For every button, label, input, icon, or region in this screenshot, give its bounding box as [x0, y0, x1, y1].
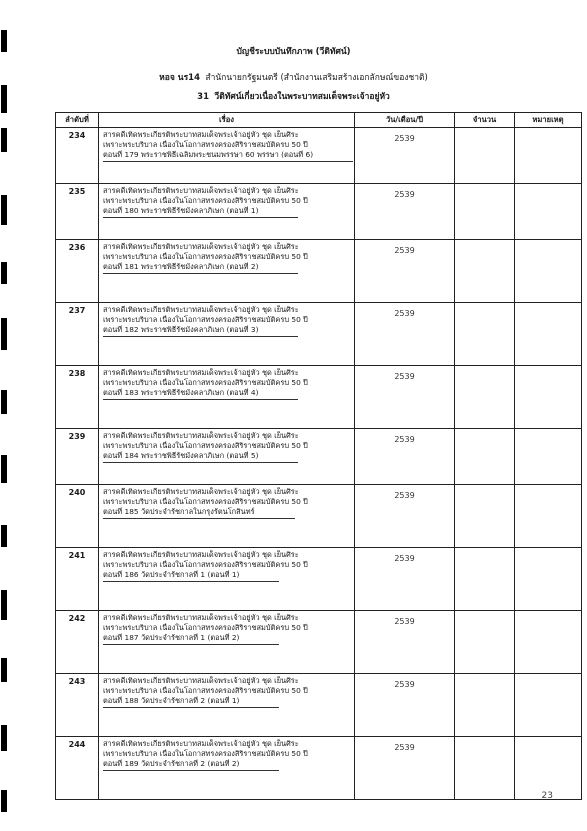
title-line: สารคดีเทิดพระเกียรติพระบาทสมเด็จพระเจ้าอยู่หัว ชุด เย็นศิระ — [103, 613, 299, 622]
table-row — [56, 429, 582, 485]
row-remarks — [515, 674, 582, 737]
scan-edge-mark — [1, 318, 7, 350]
register-table — [55, 112, 582, 800]
row-number: 244 — [56, 737, 99, 800]
title-line: ตอนที่ 189 วัดประจำรัชกาลที่ 2 (ตอนที่ 2) — [103, 759, 279, 770]
title-line: เพราะพระบริบาล เนื่องในโอกาสทรงครองสิริราชสมบัติครบ 50 ปี — [103, 140, 308, 150]
document-title-text: บัญชีระบบบันทึกภาพ (วีดิทัศน์) — [236, 47, 351, 57]
row-remarks — [515, 240, 582, 303]
title-line: สารคดีเทิดพระเกียรติพระบาทสมเด็จพระเจ้าอยู่หัว ชุด เย็นศิระ — [103, 130, 299, 139]
title-line: ตอนที่ 180 พระราชพิธีรัชมังคลาภิเษก (ตอนที่ 1) — [103, 206, 298, 217]
row-date: 2539 — [355, 611, 455, 674]
row-date: 2539 — [355, 737, 455, 800]
row-quantity — [455, 674, 515, 737]
row-date: 2539 — [355, 485, 455, 548]
row-quantity — [455, 303, 515, 366]
title-line: เพราะพระบริบาล เนื่องในโอกาสทรงครองสิริราชสมบัติครบ 50 ปี — [103, 378, 308, 388]
title-line: สารคดีเทิดพระเกียรติพระบาทสมเด็จพระเจ้าอยู่หัว ชุด เย็นศิระ — [103, 186, 299, 195]
row-remarks — [515, 184, 582, 240]
scan-edge-mark — [1, 658, 7, 682]
row-title — [99, 611, 355, 674]
row-date: 2539 — [355, 366, 455, 429]
scan-edge-mark — [1, 195, 7, 225]
series-name: วีดิทัศน์เกี่ยวเนื่องในพระบาทสมเด็จพระเจ้าอยู่หัว — [214, 92, 390, 102]
row-number: 235 — [56, 184, 99, 240]
title-line: เพราะพระบริบาล เนื่องในโอกาสทรงครองสิริราชสมบัติครบ 50 ปี — [103, 560, 308, 570]
row-title — [99, 303, 355, 366]
row-remarks — [515, 128, 582, 184]
row-number: 236 — [56, 240, 99, 303]
title-line: เพราะพระบริบาล เนื่องในโอกาสทรงครองสิริราชสมบัติครบ 50 ปี — [103, 686, 308, 696]
title-line: เพราะพระบริบาล เนื่องในโอกาสทรงครองสิริราชสมบัติครบ 50 ปี — [103, 497, 308, 507]
row-number: 234 — [56, 128, 99, 184]
row-date: 2539 — [355, 548, 455, 611]
title-line: เพราะพระบริบาล เนื่องในโอกาสทรงครองสิริราชสมบัติครบ 50 ปี — [103, 749, 308, 759]
title-line: ตอนที่ 183 พระราชพิธีรัชมังคลาภิเษก (ตอนที่ 4) — [103, 388, 298, 399]
title-line: สารคดีเทิดพระเกียรติพระบาทสมเด็จพระเจ้าอยู่หัว ชุด เย็นศิระ — [103, 431, 299, 440]
row-quantity — [455, 184, 515, 240]
table-row — [56, 737, 582, 800]
title-line: สารคดีเทิดพระเกียรติพระบาทสมเด็จพระเจ้าอยู่หัว ชุด เย็นศิระ — [103, 487, 299, 496]
row-date: 2539 — [355, 303, 455, 366]
row-title — [99, 485, 355, 548]
row-number: 240 — [56, 485, 99, 548]
row-number: 242 — [56, 611, 99, 674]
row-title — [99, 429, 355, 485]
column-header-quantity: จำนวน — [455, 113, 515, 128]
table-header-row — [56, 113, 582, 128]
document-title — [0, 44, 587, 58]
row-quantity — [455, 548, 515, 611]
scan-edge-mark — [1, 590, 7, 620]
column-header-number: ลำดับที่ — [56, 113, 99, 128]
scan-edge-mark — [1, 390, 7, 414]
row-date: 2539 — [355, 674, 455, 737]
table-row — [56, 485, 582, 548]
title-line: สารคดีเทิดพระเกียรติพระบาทสมเด็จพระเจ้าอยู่หัว ชุด เย็นศิระ — [103, 550, 299, 559]
row-number: 241 — [56, 548, 99, 611]
row-date: 2539 — [355, 429, 455, 485]
column-header-date: วัน/เดือน/ปี — [355, 113, 455, 128]
row-quantity — [455, 429, 515, 485]
row-remarks — [515, 429, 582, 485]
row-quantity — [455, 128, 515, 184]
row-quantity — [455, 737, 515, 800]
scan-edge-mark — [1, 525, 7, 547]
scan-edge-mark — [1, 128, 7, 152]
archive-code: หอจ นร14 — [159, 73, 200, 83]
title-line: ตอนที่ 184 พระราชพิธีรัชมังคลาภิเษก (ตอนที่ 5) — [103, 451, 298, 462]
table-row — [56, 548, 582, 611]
column-header-title: เรื่อง — [99, 113, 355, 128]
row-number: 239 — [56, 429, 99, 485]
table-row — [56, 240, 582, 303]
table-row — [56, 611, 582, 674]
title-line: เพราะพระบริบาล เนื่องในโอกาสทรงครองสิริราชสมบัติครบ 50 ปี — [103, 315, 308, 325]
table-row — [56, 184, 582, 240]
row-remarks — [515, 303, 582, 366]
column-header-remarks: หมายเหตุ — [515, 113, 582, 128]
row-title — [99, 366, 355, 429]
row-number: 243 — [56, 674, 99, 737]
row-title — [99, 548, 355, 611]
title-line: ตอนที่ 181 พระราชพิธีรัชมังคลาภิเษก (ตอนที่ 2) — [103, 262, 298, 273]
table-row — [56, 674, 582, 737]
row-remarks — [515, 366, 582, 429]
table-row — [56, 366, 582, 429]
scan-edge-mark — [1, 725, 7, 751]
title-line: สารคดีเทิดพระเกียรติพระบาทสมเด็จพระเจ้าอยู่หัว ชุด เย็นศิระ — [103, 676, 299, 685]
series-code: 31 — [197, 92, 210, 102]
title-line: สารคดีเทิดพระเกียรติพระบาทสมเด็จพระเจ้าอยู่หัว ชุด เย็นศิระ — [103, 739, 299, 748]
row-quantity — [455, 366, 515, 429]
title-line: ตอนที่ 187 วัดประจำรัชกาลที่ 1 (ตอนที่ 2) — [103, 633, 279, 644]
table-row — [56, 303, 582, 366]
row-title — [99, 184, 355, 240]
row-title — [99, 674, 355, 737]
agency-name: สำนักนายกรัฐมนตรี (สำนักงานเสริมสร้างเอกลักษณ์ของชาติ) — [205, 73, 428, 83]
scan-edge-mark — [1, 790, 7, 812]
row-quantity — [455, 240, 515, 303]
row-quantity — [455, 485, 515, 548]
row-quantity — [455, 611, 515, 674]
table-row — [56, 128, 582, 184]
title-line: สารคดีเทิดพระเกียรติพระบาทสมเด็จพระเจ้าอยู่หัว ชุด เย็นศิระ — [103, 368, 299, 377]
row-title — [99, 240, 355, 303]
title-line: ตอนที่ 185 วัดประจำรัชกาลในกรุงรัตนโกสินทร์ — [103, 507, 295, 518]
page-number: 23 — [541, 791, 553, 801]
scan-edge-mark — [1, 262, 7, 284]
row-date: 2539 — [355, 184, 455, 240]
row-remarks — [515, 485, 582, 548]
title-line: ตอนที่ 179 พระราชพิธีเฉลิมพระชนมพรรษา 60 พรรษา (ตอนที่ 6) — [103, 150, 353, 161]
row-remarks — [515, 548, 582, 611]
title-line: สารคดีเทิดพระเกียรติพระบาทสมเด็จพระเจ้าอยู่หัว ชุด เย็นศิระ — [103, 305, 299, 314]
title-line: เพราะพระบริบาล เนื่องในโอกาสทรงครองสิริราชสมบัติครบ 50 ปี — [103, 252, 308, 262]
title-line: เพราะพระบริบาล เนื่องในโอกาสทรงครองสิริราชสมบัติครบ 50 ปี — [103, 441, 308, 451]
row-date: 2539 — [355, 128, 455, 184]
title-line: ตอนที่ 186 วัดประจำรัชกาลที่ 1 (ตอนที่ 1) — [103, 570, 279, 581]
row-title — [99, 737, 355, 800]
title-line: ตอนที่ 182 พระราชพิธีรัชมังคลาภิเษก (ตอนที่ 3) — [103, 325, 298, 336]
title-line: เพราะพระบริบาล เนื่องในโอกาสทรงครองสิริราชสมบัติครบ 50 ปี — [103, 623, 308, 633]
title-line: ตอนที่ 188 วัดประจำรัชกาลที่ 2 (ตอนที่ 1) — [103, 696, 279, 707]
title-line: เพราะพระบริบาล เนื่องในโอกาสทรงครองสิริราชสมบัติครบ 50 ปี — [103, 196, 308, 206]
row-title — [99, 128, 355, 184]
row-number: 238 — [56, 366, 99, 429]
row-date: 2539 — [355, 240, 455, 303]
row-remarks — [515, 611, 582, 674]
scan-edge-mark — [1, 455, 7, 483]
agency-line — [0, 70, 587, 84]
series-line — [0, 89, 587, 103]
row-number: 237 — [56, 303, 99, 366]
title-line: สารคดีเทิดพระเกียรติพระบาทสมเด็จพระเจ้าอยู่หัว ชุด เย็นศิระ — [103, 242, 299, 251]
